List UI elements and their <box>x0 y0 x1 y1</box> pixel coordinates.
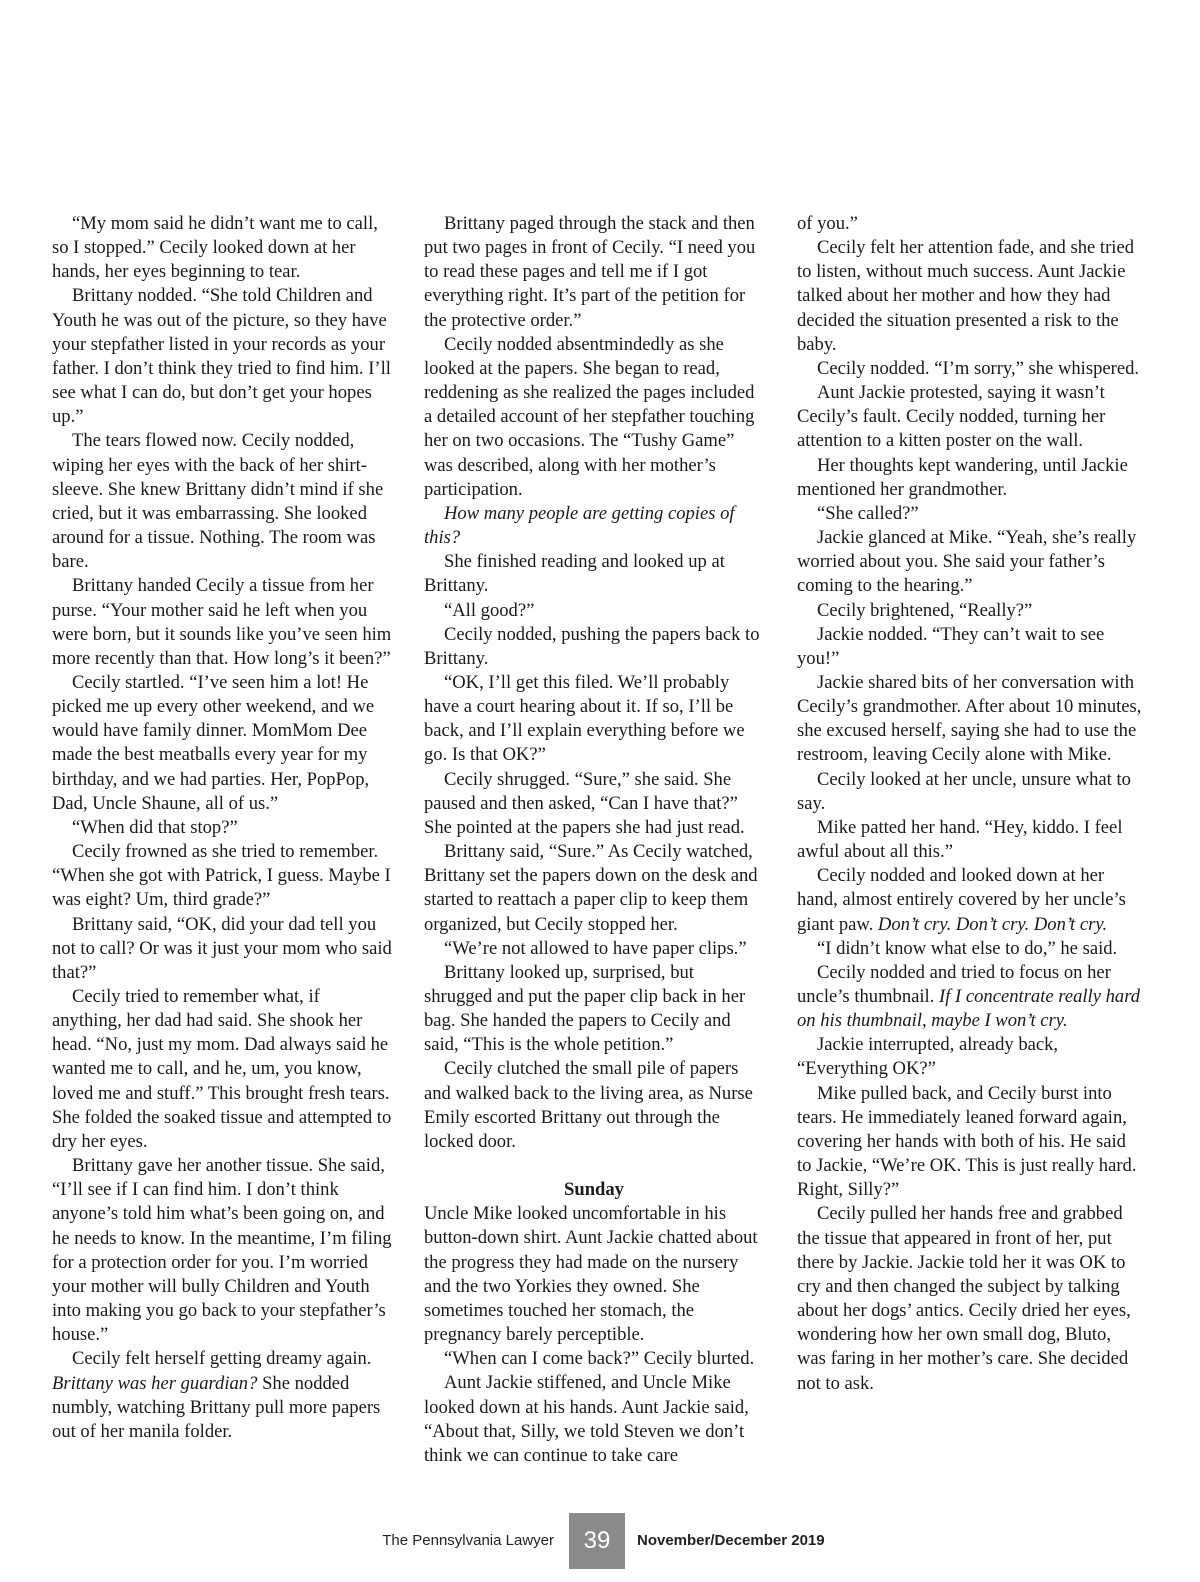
paragraph-text: of you.” <box>797 213 858 234</box>
paragraph-text: Jackie nodded. “They can’t wait to see you!” <box>797 623 1105 669</box>
paragraph-text: The tears flowed now. Cecily nodded, wiping her eyes with the back of her shirt-sleeve. She knew Brittany didn’t mind if she cried, but it was embarrassing. She looked around for a tissue. Nothing. The room was bare. <box>52 430 384 573</box>
article-paragraph <box>424 1202 764 1347</box>
article-paragraph <box>424 1057 764 1154</box>
paragraph-text: Brittany said, “Sure.” As Cecily watched, Brittany set the papers down on the desk and started to reattach a paper clip to keep them organized, but Cecily stopped her. <box>424 841 758 935</box>
article-paragraph <box>797 816 1142 864</box>
italic-thought: Don’t cry. Don’t cry. Don’t cry. <box>877 913 1108 935</box>
article-paragraph <box>424 550 764 598</box>
article-paragraph <box>52 284 392 429</box>
article-paragraph <box>797 454 1142 502</box>
article-paragraph <box>797 381 1142 453</box>
paragraph-text: Cecily nodded and looked down at her hand, almost entirely covered by her uncle’s giant paw. <box>797 865 1126 935</box>
paragraph-text: Jackie glanced at Mike. “Yeah, she’s really worried about you. She said your father’s coming to the hearing.” <box>797 527 1137 597</box>
article-paragraph <box>797 502 1142 526</box>
article-paragraph <box>797 937 1142 961</box>
paragraph-text: Cecily clutched the small pile of papers and walked back to the living area, as Nurse Emily escorted Brittany out through the locked door. <box>424 1058 753 1152</box>
article-paragraph <box>797 212 1142 236</box>
article-paragraph <box>797 768 1142 816</box>
paragraph-text: She finished reading and looked up at Brittany. <box>424 551 725 597</box>
article-column-1 <box>52 212 392 1444</box>
paragraph-text: Cecily startled. “I’ve seen him a lot! He picked me up every other weekend, and we would have family dinner. MomMom Dee made the best meatballs every year for my birthday, and we had parties. Her, PopPop, Dad, Uncle Shaune, all of us.” <box>52 671 375 814</box>
article-paragraph <box>797 1082 1142 1203</box>
paragraph-text: Cecily brightened, “Really?” <box>817 599 1033 621</box>
paragraph-text: Brittany said, “OK, did your dad tell you not to call? Or was it just your mom who said that?” <box>52 913 392 983</box>
paragraph-text: Cecily shrugged. “Sure,” she said. She paused and then asked, “Can I have that?” She pointed at the papers she had just read. <box>424 768 745 838</box>
article-paragraph <box>797 1202 1142 1395</box>
article-paragraph <box>424 1371 764 1468</box>
paragraph-text: “When can I come back?” Cecily blurted. <box>444 1348 755 1370</box>
article-paragraph <box>424 502 764 550</box>
article-paragraph <box>52 816 392 840</box>
article-paragraph <box>797 961 1142 1033</box>
page-footer <box>0 1513 1200 1569</box>
paragraph-text: “OK, I’ll get this filed. We’ll probably have a court hearing about it. If so, I’ll be back, and I’ll explain everything before we go. Is that OK?” <box>424 671 745 766</box>
page-number: 39 <box>569 1513 625 1569</box>
paragraph-text: Cecily nodded and tried to focus on her uncle’s thumbnail. <box>797 961 1111 1007</box>
article-column-3 <box>797 212 1142 1396</box>
paragraph-text: Cecily felt herself getting dreamy again. <box>72 1348 372 1370</box>
paragraph-text: Cecily pulled her hands free and grabbed the tissue that appeared in front of her, put there by Jackie. Jackie told her it was OK to cry and then changed the subject by talking about her dogs’ antics. Cecily dried her eyes, wondering how her own small dog, Bluto, was faring in her mother’s care. She decided not to ask. <box>797 1203 1131 1394</box>
article-paragraph <box>424 961 764 1058</box>
article-paragraph <box>52 574 392 671</box>
article-paragraph <box>424 599 764 623</box>
article-paragraph <box>797 1033 1142 1081</box>
paragraph-text: Brittany paged through the stack and then put two pages in front of Cecily. “I need you to read these pages and tell me if I got everything right. It’s part of the petition for the protective order.” <box>424 213 756 331</box>
paragraph-text: “My mom said he didn’t want me to call, so I stopped.” Cecily looked down at her hands, her eyes beginning to tear. <box>52 213 378 283</box>
article-paragraph <box>52 913 392 985</box>
article-paragraph <box>797 599 1142 623</box>
article-paragraph <box>52 212 392 284</box>
paragraph-text: “She called?” <box>817 502 919 524</box>
article-paragraph <box>797 864 1142 936</box>
article-paragraph <box>52 985 392 1154</box>
article-paragraph <box>424 1347 764 1371</box>
article-column-2 <box>424 212 764 1468</box>
paragraph-text: Mike pulled back, and Cecily burst into tears. He immediately leaned forward again, covering her hands with both of his. He said to Jackie, “We’re OK. This is just really hard. Right, Silly?” <box>797 1082 1137 1201</box>
paragraph-text: Brittany gave her another tissue. She said, “I’ll see if I can find him. I don’t think anyone’s told him what’s been going on, and he needs to know. In the meantime, I’m filing for a protection order for you. I’m worried your mother will bully Children and Youth into making you go back to your stepfather’s house.” <box>52 1155 392 1346</box>
italic-thought: Brittany was her guardian? <box>52 1372 258 1394</box>
article-paragraph <box>797 623 1142 671</box>
article-paragraph <box>797 671 1142 768</box>
paragraph-text: Uncle Mike looked uncomfortable in his button-down shirt. Aunt Jackie chatted about the progress they had made on the nursery and the two Yorkies they owned. She sometimes touched her stomach, the pregnancy barely perceptible. <box>424 1203 758 1346</box>
article-paragraph <box>52 1154 392 1347</box>
paragraph-text: Her thoughts kept wandering, until Jackie mentioned her grandmother. <box>797 454 1128 500</box>
article-paragraph <box>424 671 764 768</box>
paragraph-text: “When did that stop?” <box>72 816 238 838</box>
paragraph-text: Cecily tried to remember what, if anything, her dad had said. She shook her head. “No, just my mom. Dad always said he wanted me to call, and he, um, you know, loved me and stuff.” This brought fresh tears. She folded the soaked tissue and attempted to dry her eyes. <box>52 986 392 1152</box>
article-paragraph <box>52 429 392 574</box>
paragraph-text: Cecily nodded. “I’m sorry,” she whispered. <box>817 357 1140 379</box>
paragraph-text: “I didn’t know what else to do,” he said. <box>817 937 1118 959</box>
article-paragraph <box>797 526 1142 598</box>
article-paragraph <box>424 212 764 333</box>
paragraph-text: Cecily looked at her uncle, unsure what to say. <box>797 768 1131 814</box>
publication-name: The Pennsylvania Lawyer <box>382 1532 554 1549</box>
paragraph-text: Aunt Jackie stiffened, and Uncle Mike looked down at his hands. Aunt Jackie said, “About that, Silly, we told Steven we don’t think we can continue to take care <box>424 1372 749 1466</box>
article-paragraph <box>52 840 392 912</box>
paragraph-text: “All good?” <box>444 599 535 621</box>
article-paragraph <box>797 236 1142 357</box>
paragraph-text: Jackie interrupted, already back, “Everything OK?” <box>797 1034 1059 1080</box>
italic-thought: How many people are getting copies of this? <box>424 502 735 549</box>
paragraph-text: Mike patted her hand. “Hey, kiddo. I feel awful about all this.” <box>797 816 1123 863</box>
article-paragraph <box>424 623 764 671</box>
article-paragraph <box>797 357 1142 381</box>
section-heading: Sunday <box>564 1179 624 1201</box>
paragraph-text: “We’re not allowed to have paper clips.” <box>444 937 747 959</box>
paragraph-text: Jackie shared bits of her conversation with Cecily’s grandmother. After about 10 minutes, she excused herself, saying she had to use the restroom, leaving Cecily alone with Mike. <box>797 671 1142 766</box>
italic-thought: If I concentrate really hard on his thumbnail, maybe I won’t cry. <box>797 986 1141 1032</box>
paragraph-text: Cecily frowned as she tried to remember. “When she got with Patrick, I guess. Maybe I was eight? Um, third grade?” <box>52 841 391 911</box>
paragraph-text: Cecily felt her attention fade, and she tried to listen, without much success. Aunt Jackie talked about her mother and how they had decided the situation presented a risk to the baby. <box>797 237 1135 355</box>
paragraph-text: She nodded numbly, watching Brittany pull more papers out of her manila folder. <box>52 1372 381 1442</box>
paragraph-text: Cecily nodded absentmindedly as she looked at the papers. She began to read, reddening as she realized the pages included a detailed account of her stepfather touching her on two occasions. The “Tushy Game” was described, along with her mother’s participation. <box>424 333 755 500</box>
article-paragraph <box>52 671 392 816</box>
paragraph-text: Brittany nodded. “She told Children and Youth he was out of the picture, so they have your stepfather listed in your records as your father. I don’t think they tried to find him. I’ll see what I can do, but don’t get your hopes up.” <box>52 285 391 428</box>
article-paragraph <box>424 768 764 840</box>
article-paragraph <box>52 1347 392 1444</box>
issue-date: November/December 2019 <box>637 1532 825 1549</box>
article-paragraph <box>424 840 764 937</box>
paragraph-text: Cecily nodded, pushing the papers back to Brittany. <box>424 623 760 669</box>
article-paragraph <box>424 937 764 961</box>
paragraph-text: Aunt Jackie protested, saying it wasn’t Cecily’s fault. Cecily nodded, turning her attention to a kitten poster on the wall. <box>797 382 1106 452</box>
article-paragraph <box>424 333 764 502</box>
paragraph-text: Brittany looked up, surprised, but shrugged and put the paper clip back in her bag. She handed the papers to Cecily and said, “This is the whole petition.” <box>424 961 746 1056</box>
paragraph-text: Brittany handed Cecily a tissue from her purse. “Your mother said he left when you were born, but it sounds like you’ve seen him more recently than that. How long’s it been?” <box>52 575 392 669</box>
